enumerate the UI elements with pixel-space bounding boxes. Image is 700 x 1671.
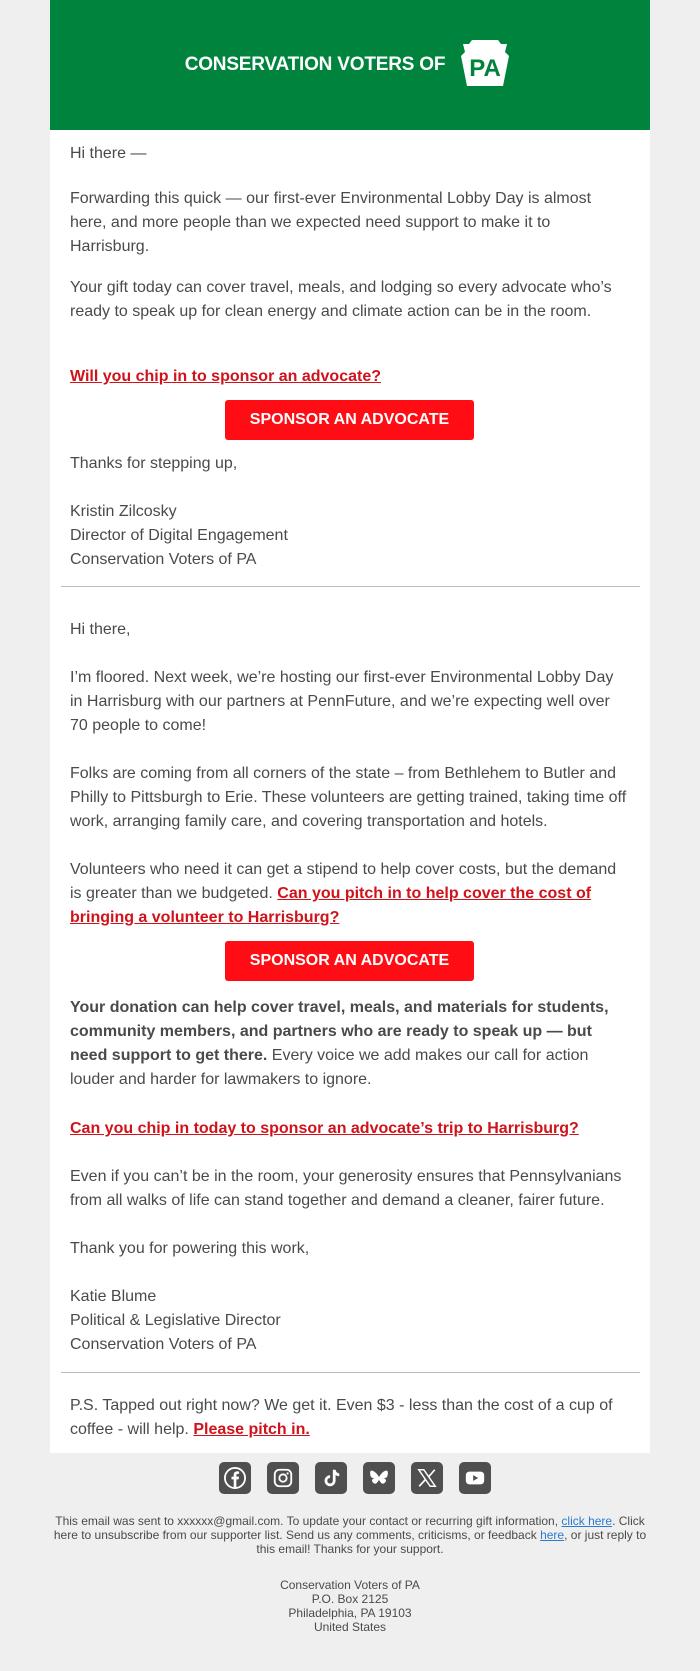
closing-2: Thank you for powering this work,	[70, 1240, 310, 1257]
sponsor-advocate-button-1[interactable]: SPONSOR AN ADVOCATE	[225, 400, 474, 440]
ps-text: P.S. Tapped out right now? We get it. Even $3 - less than the cost of a cup of coffee - will help.	[70, 1397, 613, 1438]
paragraph-2-1: I’m floored. Next week, we’re hosting our first-ever Environmental Lobby Day in Harrisburg with our partners at PennFuture, and we’re expecting well over 70 people to come!	[70, 669, 614, 734]
signature-name-2: Katie Blume	[70, 1288, 157, 1305]
social-icons	[219, 1462, 491, 1494]
logo-letters: PA	[469, 55, 502, 82]
signature-org-1: Conservation Voters of PA	[70, 551, 257, 568]
please-pitch-in-link[interactable]: Please pitch in.	[193, 1421, 310, 1438]
footer-line2-end: , or just reply to this email! Thanks for your support.	[256, 1528, 647, 1556]
signature-name-1: Kristin Zilcosky	[70, 503, 177, 520]
ps-paragraph	[70, 1394, 630, 1442]
footer-notice: This email was sent to xxxxxx@gmail.com. To update your contact or recurring gift information, click here. Click here to unsubscribe from our supporter list. Send us any comments, criticisms, or feedback here, or just reply to this email! Thanks for your support.	[53, 1514, 647, 1556]
signature-title-1: Director of Digital Engagement	[70, 527, 288, 544]
facebook-icon[interactable]	[219, 1462, 251, 1494]
address-country: United States	[313, 1620, 387, 1634]
signature-title-2: Political & Legislative Director	[70, 1312, 281, 1329]
footer-line1: This email was sent to xxxxxx@gmail.com. To update your contact or recurring gift information,	[55, 1514, 559, 1528]
paragraph-1-2: Your gift today can cover travel, meals, and lodging so every advocate who’s ready to speak up for clean energy and climate action can be in the room.	[70, 279, 612, 320]
greeting-1: Hi there —	[70, 145, 147, 162]
paragraph-2-4-text: Every voice we add makes our call for action louder and harder for lawmakers to ignore.	[70, 1047, 589, 1088]
address-po: P.O. Box 2125	[311, 1592, 389, 1606]
bluesky-icon[interactable]	[363, 1462, 395, 1494]
address-city: Philadelphia, PA 19103	[288, 1606, 412, 1620]
pitch-in-link[interactable]: Can you pitch in to help cover the cost of bringing a volunteer to Harrisburg?	[70, 885, 592, 926]
paragraph-1-1: Forwarding this quick — our first-ever Environmental Lobby Day is almost here, and more people than we expected need support to make it to Harrisburg.	[70, 190, 592, 255]
divider	[61, 586, 640, 587]
closing-1: Thanks for stepping up,	[70, 455, 238, 472]
footer-line2: Click here to unsubscribe from our supporter list. Send us any comments, criticisms, or feedback	[53, 1514, 645, 1542]
paragraph-2-2: Folks are coming from all corners of the state – from Bethlehem to Butler and Philly to Pittsburgh to Erie. These volunteers are getting trained, taking time off work, arranging family care, and covering transportation and hotels.	[70, 765, 627, 830]
sponsor-advocate-link[interactable]: Will you chip in to sponsor an advocate?	[70, 368, 381, 385]
greeting-2: Hi there,	[70, 621, 131, 638]
youtube-icon[interactable]	[459, 1462, 491, 1494]
footer-address	[50, 1578, 650, 1634]
x-icon[interactable]	[411, 1462, 443, 1494]
paragraph-2-3-text: Volunteers who need it can get a stipend to help cover costs, but the demand is greater than we budgeted.	[70, 861, 617, 902]
feedback-link[interactable]: here	[540, 1528, 565, 1542]
sponsor-trip-link[interactable]: Can you chip in today to sponsor an advocate’s trip to Harrisburg?	[70, 1120, 579, 1137]
signature-org-2: Conservation Voters of PA	[70, 1336, 257, 1353]
instagram-icon[interactable]	[267, 1462, 299, 1494]
divider	[61, 1372, 640, 1373]
update-info-link[interactable]: click here	[561, 1514, 613, 1528]
header-banner	[50, 0, 650, 130]
paragraph-2-4-bold: Your donation can help cover travel, meals, and materials for students, community members, and partners who are ready to speak up — but need support to get there.	[70, 999, 609, 1064]
keystone-logo-icon	[455, 38, 515, 88]
sponsor-advocate-button-2[interactable]: SPONSOR AN ADVOCATE	[225, 941, 474, 981]
org-name: CONSERVATION VOTERS OF	[184, 54, 446, 75]
address-org: Conservation Voters of PA	[280, 1578, 420, 1592]
paragraph-2-4	[70, 996, 630, 1092]
tiktok-icon[interactable]	[315, 1462, 347, 1494]
paragraph-2-5: Even if you can’t be in the room, your generosity ensures that Pennsylvanians from all walks of life can stand together and demand a cleaner, fairer future.	[70, 1168, 622, 1209]
paragraph-2-3	[70, 858, 630, 930]
